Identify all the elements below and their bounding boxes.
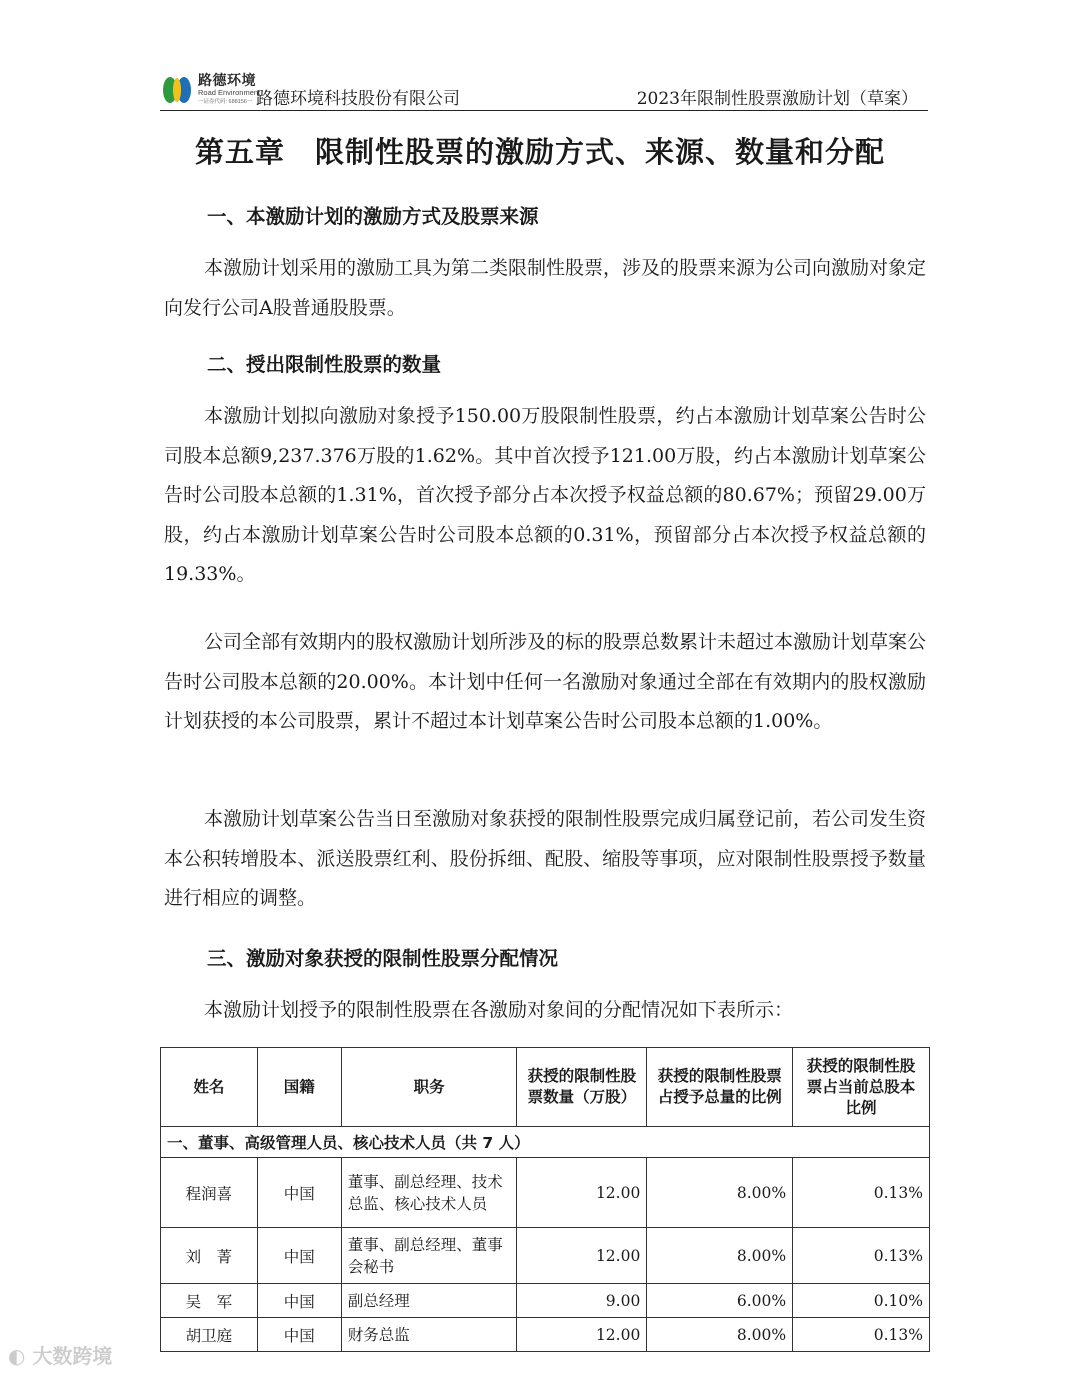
logo-leaf-icon [160, 72, 194, 106]
cell-nationality: 中国 [257, 1228, 341, 1284]
header-nationality: 国籍 [257, 1048, 341, 1127]
header-shares: 获授的限制性股票数量（万股） [517, 1048, 647, 1127]
table-row [161, 1228, 930, 1284]
section-3-paragraph: 本激励计划授予的限制性股票在各激励对象间的分配情况如下表所示： [204, 999, 794, 1021]
cell-name: 刘 菁 [161, 1228, 258, 1284]
chapter-title: 第五章 限制性股票的激励方式、来源、数量和分配 [194, 135, 885, 169]
table-row [161, 1318, 930, 1352]
header-position: 职务 [341, 1048, 517, 1127]
cell-pct-total: 0.13% [793, 1158, 930, 1228]
section-2-paragraph-2: 公司全部有效期内的股权激励计划所涉及的标的股票总数累计未超过本激励计划草案公告时公司股本总额的20.00%。本计划中任何一名激励对象通过全部在有效期内的股权激励计划获授的本公司股票，累计不超过本计划草案公告时公司股本总额的1.00%。 [164, 631, 927, 732]
page-header [160, 66, 928, 111]
section-2-paragraph-1: 本激励计划拟向激励对象授予150.00万股限制性股票，约占本激励计划草案公告时公司股本总额9,237.376万股的1.62%。其中首次授予121.00万股，约占本激励计划草案公告时公司股本总额的1.31%，首次授予部分占本次授予权益总额的80.67%；预留29.00万股，约占本激励计划草案公告时公司股本总额的0.31%，预留部分占本次授予权益总额的19.33%。 [164, 405, 926, 585]
watermark [8, 1340, 112, 1369]
section-2-paragraph-3: 本激励计划草案公告当日至激励对象获授的限制性股票完成归属登记前，若公司发生资本公积转增股本、派送股票红利、股份拆细、配股、缩股等事项，应对限制性股票授予数量进行相应的调整。 [164, 808, 927, 909]
section-1-paragraph: 本激励计划采用的激励工具为第二类限制性股票，涉及的股票来源为公司向激励对象定向发行公司A股普通股股票。 [164, 257, 927, 319]
section-heading-3: 三、激励对象获授的限制性股票分配情况 [207, 947, 559, 970]
cell-position: 董事、副总经理、董事会秘书 [341, 1228, 517, 1284]
company-logo [160, 70, 261, 106]
header-name: 姓名 [161, 1048, 258, 1127]
cell-pct-grant: 8.00% [647, 1228, 793, 1284]
cell-shares: 9.00 [517, 1284, 647, 1318]
cell-position: 董事、副总经理、技术总监、核心技术人员 [341, 1158, 517, 1228]
cell-nationality: 中国 [257, 1284, 341, 1318]
table-row [161, 1158, 930, 1228]
cell-pct-grant: 6.00% [647, 1284, 793, 1318]
watermark-text: 大数跨境 [32, 1344, 113, 1368]
cell-shares: 12.00 [517, 1228, 647, 1284]
table-group-row [161, 1127, 930, 1158]
cell-shares: 12.00 [517, 1318, 647, 1352]
watermark-icon: ◐ [8, 1344, 26, 1368]
header-pct-grant: 获授的限制性股票占授予总量的比例 [647, 1048, 793, 1127]
cell-position: 副总经理 [341, 1284, 517, 1318]
cell-position: 财务总监 [341, 1318, 517, 1352]
cell-name: 程润喜 [161, 1158, 258, 1228]
logo-text-en: Road Environment [198, 88, 261, 97]
section-heading-2: 二、授出限制性股票的数量 [207, 353, 442, 376]
group-label: 一、董事、高级管理人员、核心技术人员（共 7 人） [161, 1127, 930, 1158]
logo-stock-code: 一证券代码: 688156一 [198, 99, 253, 105]
cell-pct-grant: 8.00% [647, 1158, 793, 1228]
cell-name: 吴 军 [161, 1284, 258, 1318]
table-header-row [161, 1048, 930, 1127]
cell-pct-grant: 8.00% [647, 1318, 793, 1352]
logo-text-cn: 路德环境 [198, 73, 256, 89]
cell-name: 胡卫庭 [161, 1318, 258, 1352]
allocation-table [160, 1047, 930, 1352]
cell-pct-total: 0.13% [793, 1318, 930, 1352]
cell-pct-total: 0.10% [793, 1284, 930, 1318]
company-name: 路德环境科技股份有限公司 [256, 89, 460, 109]
section-heading-1: 一、本激励计划的激励方式及股票来源 [207, 205, 539, 228]
cell-pct-total: 0.13% [793, 1228, 930, 1284]
cell-nationality: 中国 [257, 1318, 341, 1352]
cell-shares: 12.00 [517, 1158, 647, 1228]
header-pct-total: 获授的限制性股票占当前总股本比例 [793, 1048, 930, 1127]
cell-nationality: 中国 [257, 1158, 341, 1228]
plan-title: 2023年限制性股票激励计划（草案） [636, 89, 918, 109]
table-row [161, 1284, 930, 1318]
